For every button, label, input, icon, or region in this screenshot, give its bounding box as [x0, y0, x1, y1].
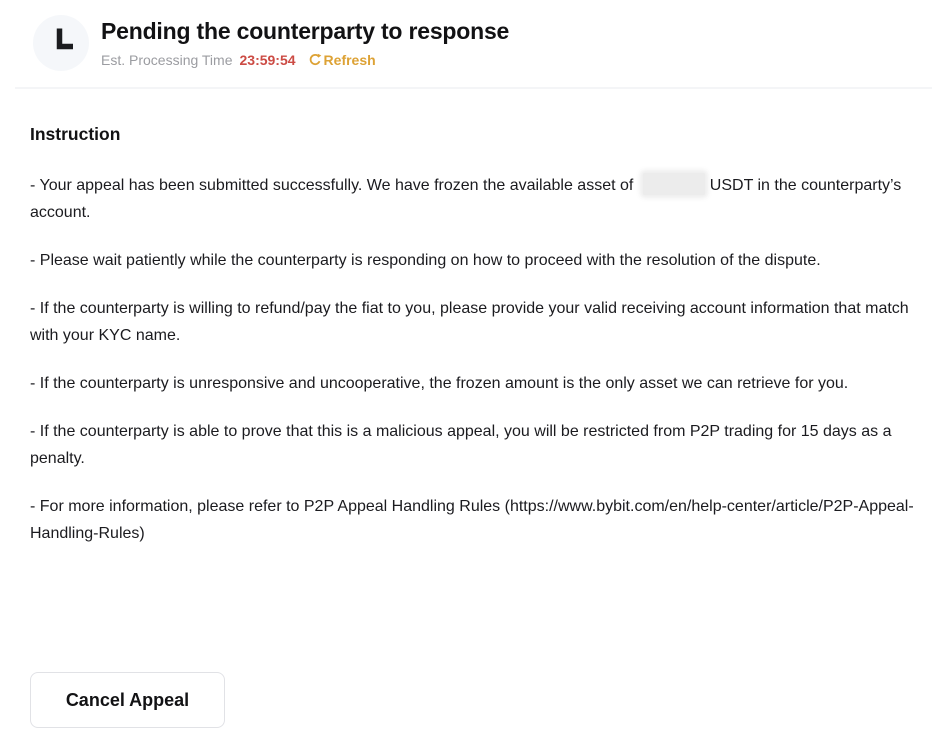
- processing-time-row: [101, 51, 509, 69]
- cancel-appeal-button[interactable]: Cancel Appeal: [30, 672, 225, 728]
- refresh-button[interactable]: [308, 51, 376, 69]
- refresh-icon: [308, 53, 322, 67]
- frozen-asset-text-after: USDT in the counterparty’s account.: [30, 177, 902, 221]
- clock-icon: [33, 15, 89, 71]
- refresh-label: Refresh: [323, 52, 376, 68]
- instruction-heading: Instruction: [30, 124, 121, 144]
- footer-actions: [30, 672, 225, 728]
- instruction-paragraph-refund-info: - If the counterparty is willing to refund/pay the fiat to you, please provide your valid receiving account information that match with your KYC name.: [30, 300, 909, 344]
- redacted-amount: [643, 173, 705, 195]
- processing-time-value: 23:59:54: [239, 52, 296, 68]
- instruction-paragraph-frozen-asset: [30, 172, 917, 226]
- instruction-paragraph-wait-patiently: - Please wait patiently while the counterparty is responding on how to proceed with the resolution of the dispute.: [30, 252, 821, 269]
- frozen-asset-text-before: - Your appeal has been submitted successfully. We have frozen the available asset of: [30, 177, 638, 194]
- appeal-header: [0, 0, 947, 71]
- processing-time-label: Est. Processing Time: [101, 52, 233, 68]
- instruction-paragraph-more-info: - For more information, please refer to P2P Appeal Handling Rules (https://www.bybit.com/en/help-center/article/P2P-Appeal-Handling-Rules): [30, 498, 914, 542]
- instruction-paragraph-malicious-appeal: - If the counterparty is able to prove that this is a malicious appeal, you will be restricted from P2P trading for 15 days as a penalty.: [30, 423, 892, 467]
- header-divider: [15, 87, 932, 89]
- page-title: Pending the counterparty to response: [101, 18, 510, 44]
- instruction-paragraph-unresponsive: - If the counterparty is unresponsive and uncooperative, the frozen amount is the only asset we can retrieve for you.: [30, 375, 849, 392]
- instruction-section: [0, 123, 947, 547]
- header-text: [101, 15, 509, 69]
